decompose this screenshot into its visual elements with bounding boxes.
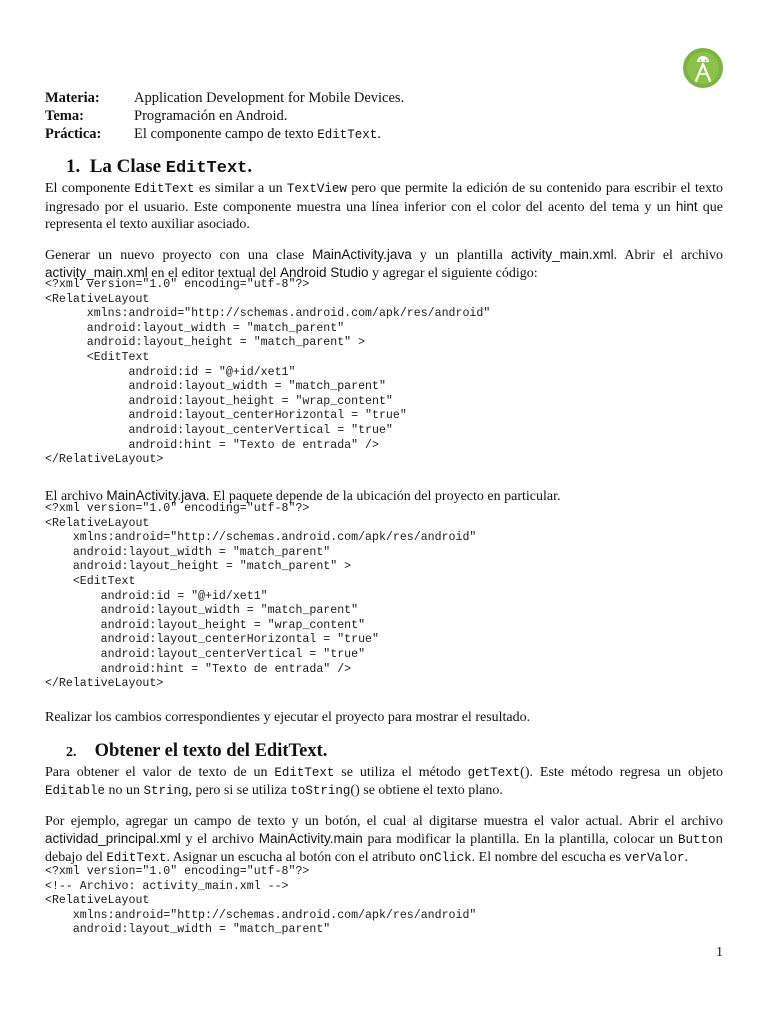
section-1-heading [66,156,252,178]
section-1-paragraph-2: Generar un nuevo proyecto con una clase MainActivity.java y un plantilla activity_main.xml. Abrir el archivo activity_main.xml en el editor textual del Android Studio y agregar el siguiente código: [45,247,723,281]
practica-row [45,125,404,144]
section-2-paragraph-2: Por ejemplo, agregar un campo de texto y un botón, el cual al digitarse muestra el valor actual. Abrir el archivo actividad_principal.xml y el archivo MainActivity.main para modificar la plantilla. En la plantilla, colocar un Button debajo del EditText. Asignar un escucha al botón con el atributo onClick. El nombre del escucha es verValor. [45,814,724,865]
code-block-main-activity: <?xml version="1.0" encoding="utf-8"?> <RelativeLayout xmlns:android="http://schemas.android.com/apk/res/android" android:layout_width = "match_parent" android:layout_height = "match_parent" > <EditText android:id = "@+id/xet1" android:layout_width = "match_parent" android:layout_height = "wrap_content" android:layout_centerHorizontal = "true" android:layout_centerVertical = "true" android:hint = "Texto de entrada" /> </RelativeLayout> [45,502,477,691]
practica-value: El componente campo de texto EditText. [134,126,381,142]
section-1-paragraph-3: El archivo MainActivity.java. El paquete depende de la ubicación del proyecto en particular. [45,488,561,504]
section-1-title: La Clase EditText. [89,156,253,178]
section-2-paragraph-1: Para obtener el valor de texto de un EditText se utiliza el método getText(). Este método regresa un objeto Editable no un String, pero si se utiliza toString() se obtiene el texto plano. [45,765,724,798]
document-header [45,89,404,144]
code-block-activity-main-xml-2: <?xml version="1.0" encoding="utf-8"?> <!-- Archivo: activity_main.xml --> <RelativeLayout xmlns:android="http://schemas.android.com/apk/res/android" android:layout_width = "match_parent" [45,865,477,937]
tema-label: Tema: [45,108,84,124]
practica-label: Práctica: [45,126,102,142]
section-1-paragraph-4: Realizar los cambios correspondientes y ejecutar el proyecto para mostrar el resultado. [45,710,531,725]
tema-row [45,107,404,125]
code-block-activity-main-xml: <?xml version="1.0" encoding="utf-8"?> <RelativeLayout xmlns:android="http://schemas.android.com/apk/res/android" android:layout_width = "match_parent" android:layout_height = "match_parent" > <EditText android:id = "@+id/xet1" android:layout_width = "match_parent" android:layout_height = "wrap_content" android:layout_centerHorizontal = "true" android:layout_centerVertical = "true" android:hint = "Texto de entrada" /> </RelativeLayout> [45,278,491,467]
page-number: 1 [716,945,723,960]
section-2-heading [66,741,327,762]
section-2-number: 2. [66,745,77,760]
section-1-paragraph-1: El componente EditText es similar a un TextView pero que permite la edición de su contenido para escribir el texto ingresado por el usuario. Este componente muestra una línea inferior con el color del acento del tema y un hint que representa el texto auxiliar asociado. [45,181,723,232]
materia-label: Materia: [45,90,100,106]
materia-row [45,89,404,107]
materia-value: Application Development for Mobile Devices. [134,90,405,106]
tema-value: Programación en Android. [134,108,288,124]
android-studio-icon [683,48,723,88]
section-2-title: Obtener el texto del EditText. [94,741,328,761]
section-1-number: 1. [66,156,81,177]
